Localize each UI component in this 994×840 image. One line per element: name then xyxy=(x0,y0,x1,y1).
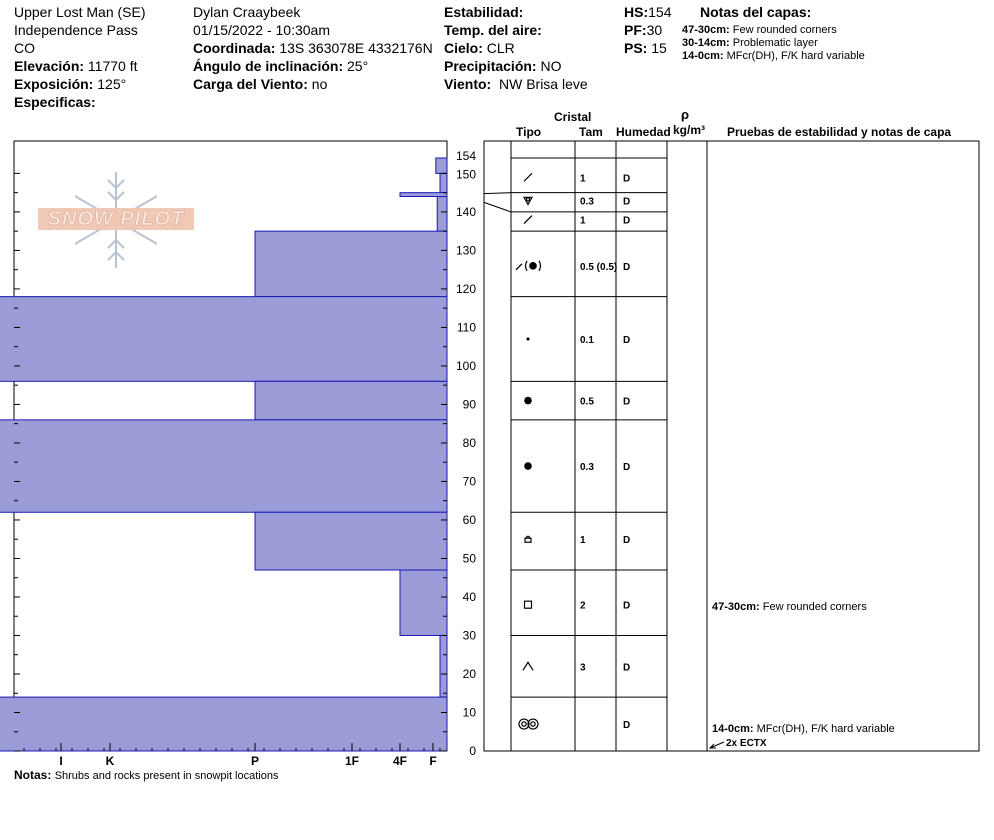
hardness-tick-label: P xyxy=(250,754,260,768)
layer-note-text: Few rounded corners xyxy=(732,24,837,36)
moisture-header: Humedad xyxy=(616,125,671,139)
grain-type-fcxr-icon xyxy=(525,536,531,542)
depth-tick-label: 30 xyxy=(462,628,476,643)
grain-size-value: 2 xyxy=(580,600,586,612)
moisture-value: D xyxy=(623,662,631,674)
aspect-label: Exposición: xyxy=(14,76,94,92)
moisture-value: D xyxy=(623,396,631,408)
air-temp-label: Temp. del aire: xyxy=(444,22,542,38)
coordinates-label: Coordinada: xyxy=(193,40,276,56)
depth-tick-label: 90 xyxy=(462,397,476,412)
notes xyxy=(14,767,278,783)
moisture-value: D xyxy=(623,720,631,732)
size-header: Tam xyxy=(579,125,603,139)
hardness-bar xyxy=(0,420,447,512)
ps-value: 15 xyxy=(651,40,667,56)
ps-label: PS: xyxy=(624,40,648,56)
moisture-value: D xyxy=(623,261,631,273)
grain-type-dh-icon xyxy=(523,662,533,670)
stratigraphy-frame xyxy=(484,141,979,751)
grain-size-value: 0.3 xyxy=(580,196,594,208)
layer-note-range: 14-0cm: xyxy=(682,50,724,62)
depth-tick-label: 120 xyxy=(455,281,476,296)
grain-type-ff-icon xyxy=(524,173,532,181)
wind-label: Viento: xyxy=(444,76,492,92)
stability-note xyxy=(712,723,895,736)
moisture-value: D xyxy=(623,196,631,208)
sky-label: Cielo: xyxy=(444,40,483,56)
hardness-bar xyxy=(255,512,447,570)
wind-loading-label: Carga del Viento: xyxy=(193,76,308,92)
moisture-value: D xyxy=(623,535,631,547)
grain-type-ff-icon xyxy=(524,216,532,224)
snowpilot-logo-text: SNOW PILOT xyxy=(38,208,194,230)
grain-type-rg-icon xyxy=(525,463,531,469)
hardness-bar xyxy=(436,158,447,173)
depth-tick-label: 100 xyxy=(455,358,476,373)
grain-size-value: 0.1 xyxy=(580,334,594,346)
wind-value: NW Brisa leve xyxy=(498,76,588,92)
moisture-value: D xyxy=(623,215,631,227)
stability-note-range: 14-0cm: xyxy=(712,723,754,735)
depth-tick-label: 40 xyxy=(462,589,476,604)
location-area: Independence Pass xyxy=(14,22,138,38)
grain-size-value: 1 xyxy=(580,215,586,227)
grain-type-mf-icon xyxy=(519,719,538,729)
grain-size-value: 0.5 (0.5) xyxy=(580,261,618,273)
stability-test-result: 2x ECTX xyxy=(726,738,767,749)
hardness-bar xyxy=(0,297,447,382)
location-state: CO xyxy=(14,40,35,56)
grain-type-dot-icon xyxy=(527,338,529,340)
hardness-tick-label: I xyxy=(59,754,63,768)
moisture-value: D xyxy=(623,462,631,474)
hardness-bar xyxy=(0,697,447,751)
stability-note-text: MFcr(DH), F/K hard variable xyxy=(756,723,895,735)
grain-type-ffrg-icon xyxy=(516,261,541,271)
stability-note xyxy=(712,601,867,614)
layer-note-range: 30-14cm: xyxy=(682,37,730,49)
grain-size-value: 1 xyxy=(580,173,586,185)
moisture-value: D xyxy=(623,173,631,185)
density-symbol: ρ xyxy=(681,107,690,122)
sky-value: CLR xyxy=(486,40,515,56)
hs-label: HS: xyxy=(624,4,649,20)
slope-angle-label: Ángulo de inclinación: xyxy=(193,58,344,74)
moisture-value: D xyxy=(623,334,631,346)
depth-tick-label: 20 xyxy=(462,666,476,681)
precipitation-value: NO xyxy=(540,58,562,74)
stability-note-range: 47-30cm: xyxy=(712,601,760,613)
pf-value: 30 xyxy=(646,22,663,38)
observer-name: Dylan Craaybeek xyxy=(193,4,301,20)
hardness-bar xyxy=(400,570,447,635)
grain-size-value: 0.3 xyxy=(580,462,594,474)
grain-size-value: 0.5 xyxy=(580,396,594,408)
depth-tick-label: 150 xyxy=(455,167,476,182)
depth-tick-label: 110 xyxy=(456,320,476,335)
layer-note-text: Problematic layer xyxy=(732,37,818,49)
hardness-bar xyxy=(437,197,447,232)
layer-notes-title: Notas del capas: xyxy=(700,4,812,20)
depth-tick-label: 130 xyxy=(455,243,476,258)
hardness-tick-label: 4F xyxy=(392,754,408,768)
aspect-value: 125° xyxy=(97,76,127,92)
grain-type-fc-icon xyxy=(525,601,532,608)
grain-size-value: 3 xyxy=(580,662,586,674)
grain-size-value: 1 xyxy=(580,535,586,547)
elevation-label: Elevación: xyxy=(14,58,85,74)
depth-tick-label: 10 xyxy=(462,705,476,720)
coordinates-value: 13S 363078E 4332176N xyxy=(279,40,433,56)
slope-angle-value: 25° xyxy=(347,58,369,74)
moisture-value: D xyxy=(623,600,631,612)
test-result-arrow xyxy=(710,742,724,748)
location-name: Upper Lost Man (SE) xyxy=(14,4,146,20)
depth-tick-label: 60 xyxy=(462,512,476,527)
hs-value: 154 xyxy=(648,4,672,20)
layer-note-range: 47-30cm: xyxy=(682,24,730,36)
layer-note-text: MFcr(DH), F/K hard variable xyxy=(726,50,865,62)
observation-datetime: 01/15/2022 - 10:30am xyxy=(193,22,330,38)
precipitation-label: Precipitación: xyxy=(444,58,537,74)
hardness-tick-label: 1F xyxy=(344,754,360,768)
depth-tick-label: 80 xyxy=(462,435,476,450)
layer-connector xyxy=(484,202,511,212)
pf-label: PF: xyxy=(624,22,647,38)
wind-loading-value: no xyxy=(311,76,328,92)
stability-note-text: Few rounded corners xyxy=(762,601,867,613)
density-unit: kg/m³ xyxy=(673,123,706,137)
hardness-bar xyxy=(440,173,447,192)
depth-tick-label: 140 xyxy=(455,204,476,219)
elevation-value: 11770 ft xyxy=(87,58,138,74)
specifics-label: Especificas: xyxy=(14,94,96,110)
stability-notes-header: Pruebas de estabilidad y notas de capa xyxy=(727,125,952,139)
depth-tick-label: 50 xyxy=(462,551,476,566)
hardness-bar xyxy=(400,193,447,197)
grain-type-rg-icon xyxy=(525,397,531,403)
type-header: Tipo xyxy=(516,125,542,139)
layer-connector xyxy=(484,193,511,194)
depth-tick-label: 154 xyxy=(455,149,476,163)
notes-text: Shrubs and rocks present in snowpit locations xyxy=(54,770,279,782)
grain-type-sh-icon xyxy=(524,197,532,204)
depth-tick-label: 70 xyxy=(462,474,476,489)
hardness-bar xyxy=(255,381,447,420)
hardness-tick-label: K xyxy=(105,754,115,768)
stability-label: Estabilidad: xyxy=(444,4,524,20)
hardness-tick-label: F xyxy=(429,754,437,768)
notes-label: Notas: xyxy=(14,768,52,782)
hardness-bar xyxy=(255,231,447,296)
hardness-bar xyxy=(440,635,447,697)
crystal-header: Cristal xyxy=(554,110,592,124)
depth-tick-label: 0 xyxy=(469,744,476,758)
